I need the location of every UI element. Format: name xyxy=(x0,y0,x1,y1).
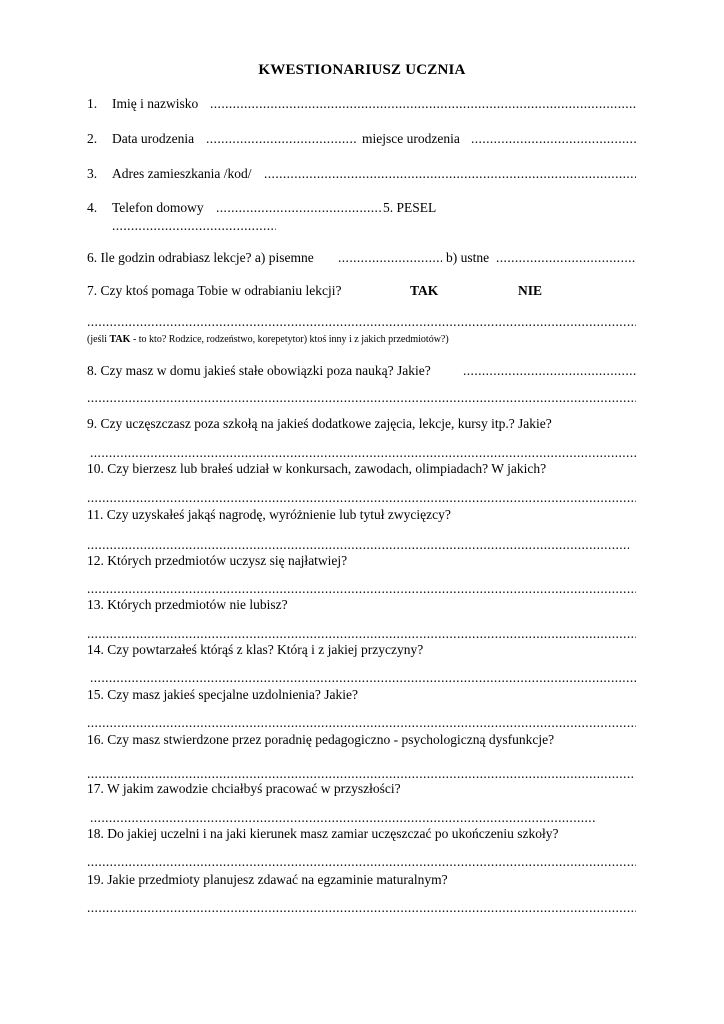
q17-label: 17. W jakim zawodzie chciałbyś pracować w przyszłości? xyxy=(87,781,401,796)
q19-label: 19. Jakie przedmioty planujesz zdawać na egzaminie maturalnym? xyxy=(87,872,448,887)
q2-birthplace-line[interactable] xyxy=(471,131,636,147)
q8-label: 8. Czy masz w domu jakieś stałe obowiązki poza nauką? Jakie? xyxy=(87,363,431,378)
q15-answer-line[interactable] xyxy=(87,715,636,731)
q2-birthdate-line[interactable] xyxy=(206,131,358,147)
q8-inline-line[interactable] xyxy=(463,363,636,379)
q5-pesel-line[interactable] xyxy=(112,218,276,234)
q19-answer-line[interactable] xyxy=(87,900,636,916)
q9-answer-line[interactable] xyxy=(90,445,636,461)
q1-number: 1. xyxy=(87,96,98,111)
q7-label: 7. Czy ktoś pomaga Tobie w odrabianiu lekcji? xyxy=(87,283,342,298)
q17-answer-line[interactable] xyxy=(90,810,595,826)
q13-label: 13. Których przedmiotów nie lubisz? xyxy=(87,597,288,612)
q15-label: 15. Czy masz jakieś specjalne uzdolnienia? Jakie? xyxy=(87,687,359,702)
q3-label: Adres zamieszkania /kod/ xyxy=(112,166,252,181)
q5-label: 5. PESEL xyxy=(383,200,437,215)
q4-phone-line[interactable] xyxy=(216,200,382,216)
q2-label: Data urodzenia xyxy=(112,131,195,146)
q12-answer-line[interactable] xyxy=(87,581,636,597)
q7-note xyxy=(87,332,449,348)
q1-label: Imię i nazwisko xyxy=(112,96,199,111)
q4-label: Telefon domowy xyxy=(112,200,204,215)
q4-number: 4. xyxy=(87,200,98,215)
q12-label: 12. Których przedmiotów uczysz się najłatwiej? xyxy=(87,553,348,568)
q7-no-option[interactable]: NIE xyxy=(518,283,543,298)
q10-answer-line[interactable] xyxy=(87,490,636,506)
q1-answer-line[interactable] xyxy=(210,96,636,112)
q3-answer-line[interactable] xyxy=(264,166,636,182)
q7-answer-line[interactable] xyxy=(87,314,636,330)
q7-note-post: - to kto? Rodzice, rodzeństwo, korepetytor) ktoś inny i z jakich przedmiotów?) xyxy=(130,334,449,345)
q3-number: 3. xyxy=(87,166,98,181)
q10-label: 10. Czy bierzesz lub brałeś udział w konkursach, zawodach, olimpiadach? W jakich? xyxy=(87,461,547,476)
q7-note-pre: (jeśli xyxy=(87,334,110,345)
q16-label: 16. Czy masz stwierdzone przez poradnię pedagogiczno - psychologiczną dysfunkcje? xyxy=(87,732,555,747)
q18-label: 18. Do jakiej uczelni i na jaki kierunek masz zamiar uczęszczać po ukończeniu szkoły? xyxy=(87,826,559,841)
q14-answer-line[interactable] xyxy=(90,670,636,686)
q8-answer-line[interactable] xyxy=(87,390,636,406)
q14-label: 14. Czy powtarzałeś którąś z klas? Którą i z jakiej przyczyny? xyxy=(87,642,424,657)
q11-answer-line[interactable] xyxy=(87,537,629,553)
page-title: KWESTIONARIUSZ UCZNIA xyxy=(258,62,466,78)
q13-answer-line[interactable] xyxy=(87,626,636,642)
q18-answer-line[interactable] xyxy=(87,854,636,870)
q6-written-line[interactable] xyxy=(338,250,442,266)
q7-yes-option[interactable]: TAK xyxy=(410,283,439,298)
q9-label: 9. Czy uczęszczasz poza szkołą na jakieś dodatkowe zajęcia, lekcje, kursy itp.? Jakie? xyxy=(87,416,552,431)
q6-label: 6. Ile godzin odrabiasz lekcje? a) pisemne xyxy=(87,250,314,265)
q11-label: 11. Czy uzyskałeś jakąś nagrodę, wyróżnienie lub tytuł zwycięzcy? xyxy=(87,507,451,522)
q2-label2: miejsce urodzenia xyxy=(362,131,460,146)
q16-answer-line[interactable] xyxy=(87,766,633,782)
q7-note-bold: TAK xyxy=(109,334,131,345)
q2-number: 2. xyxy=(87,131,98,146)
q6-oral-line[interactable] xyxy=(496,250,636,266)
q6-label2: b) ustne xyxy=(446,250,490,265)
